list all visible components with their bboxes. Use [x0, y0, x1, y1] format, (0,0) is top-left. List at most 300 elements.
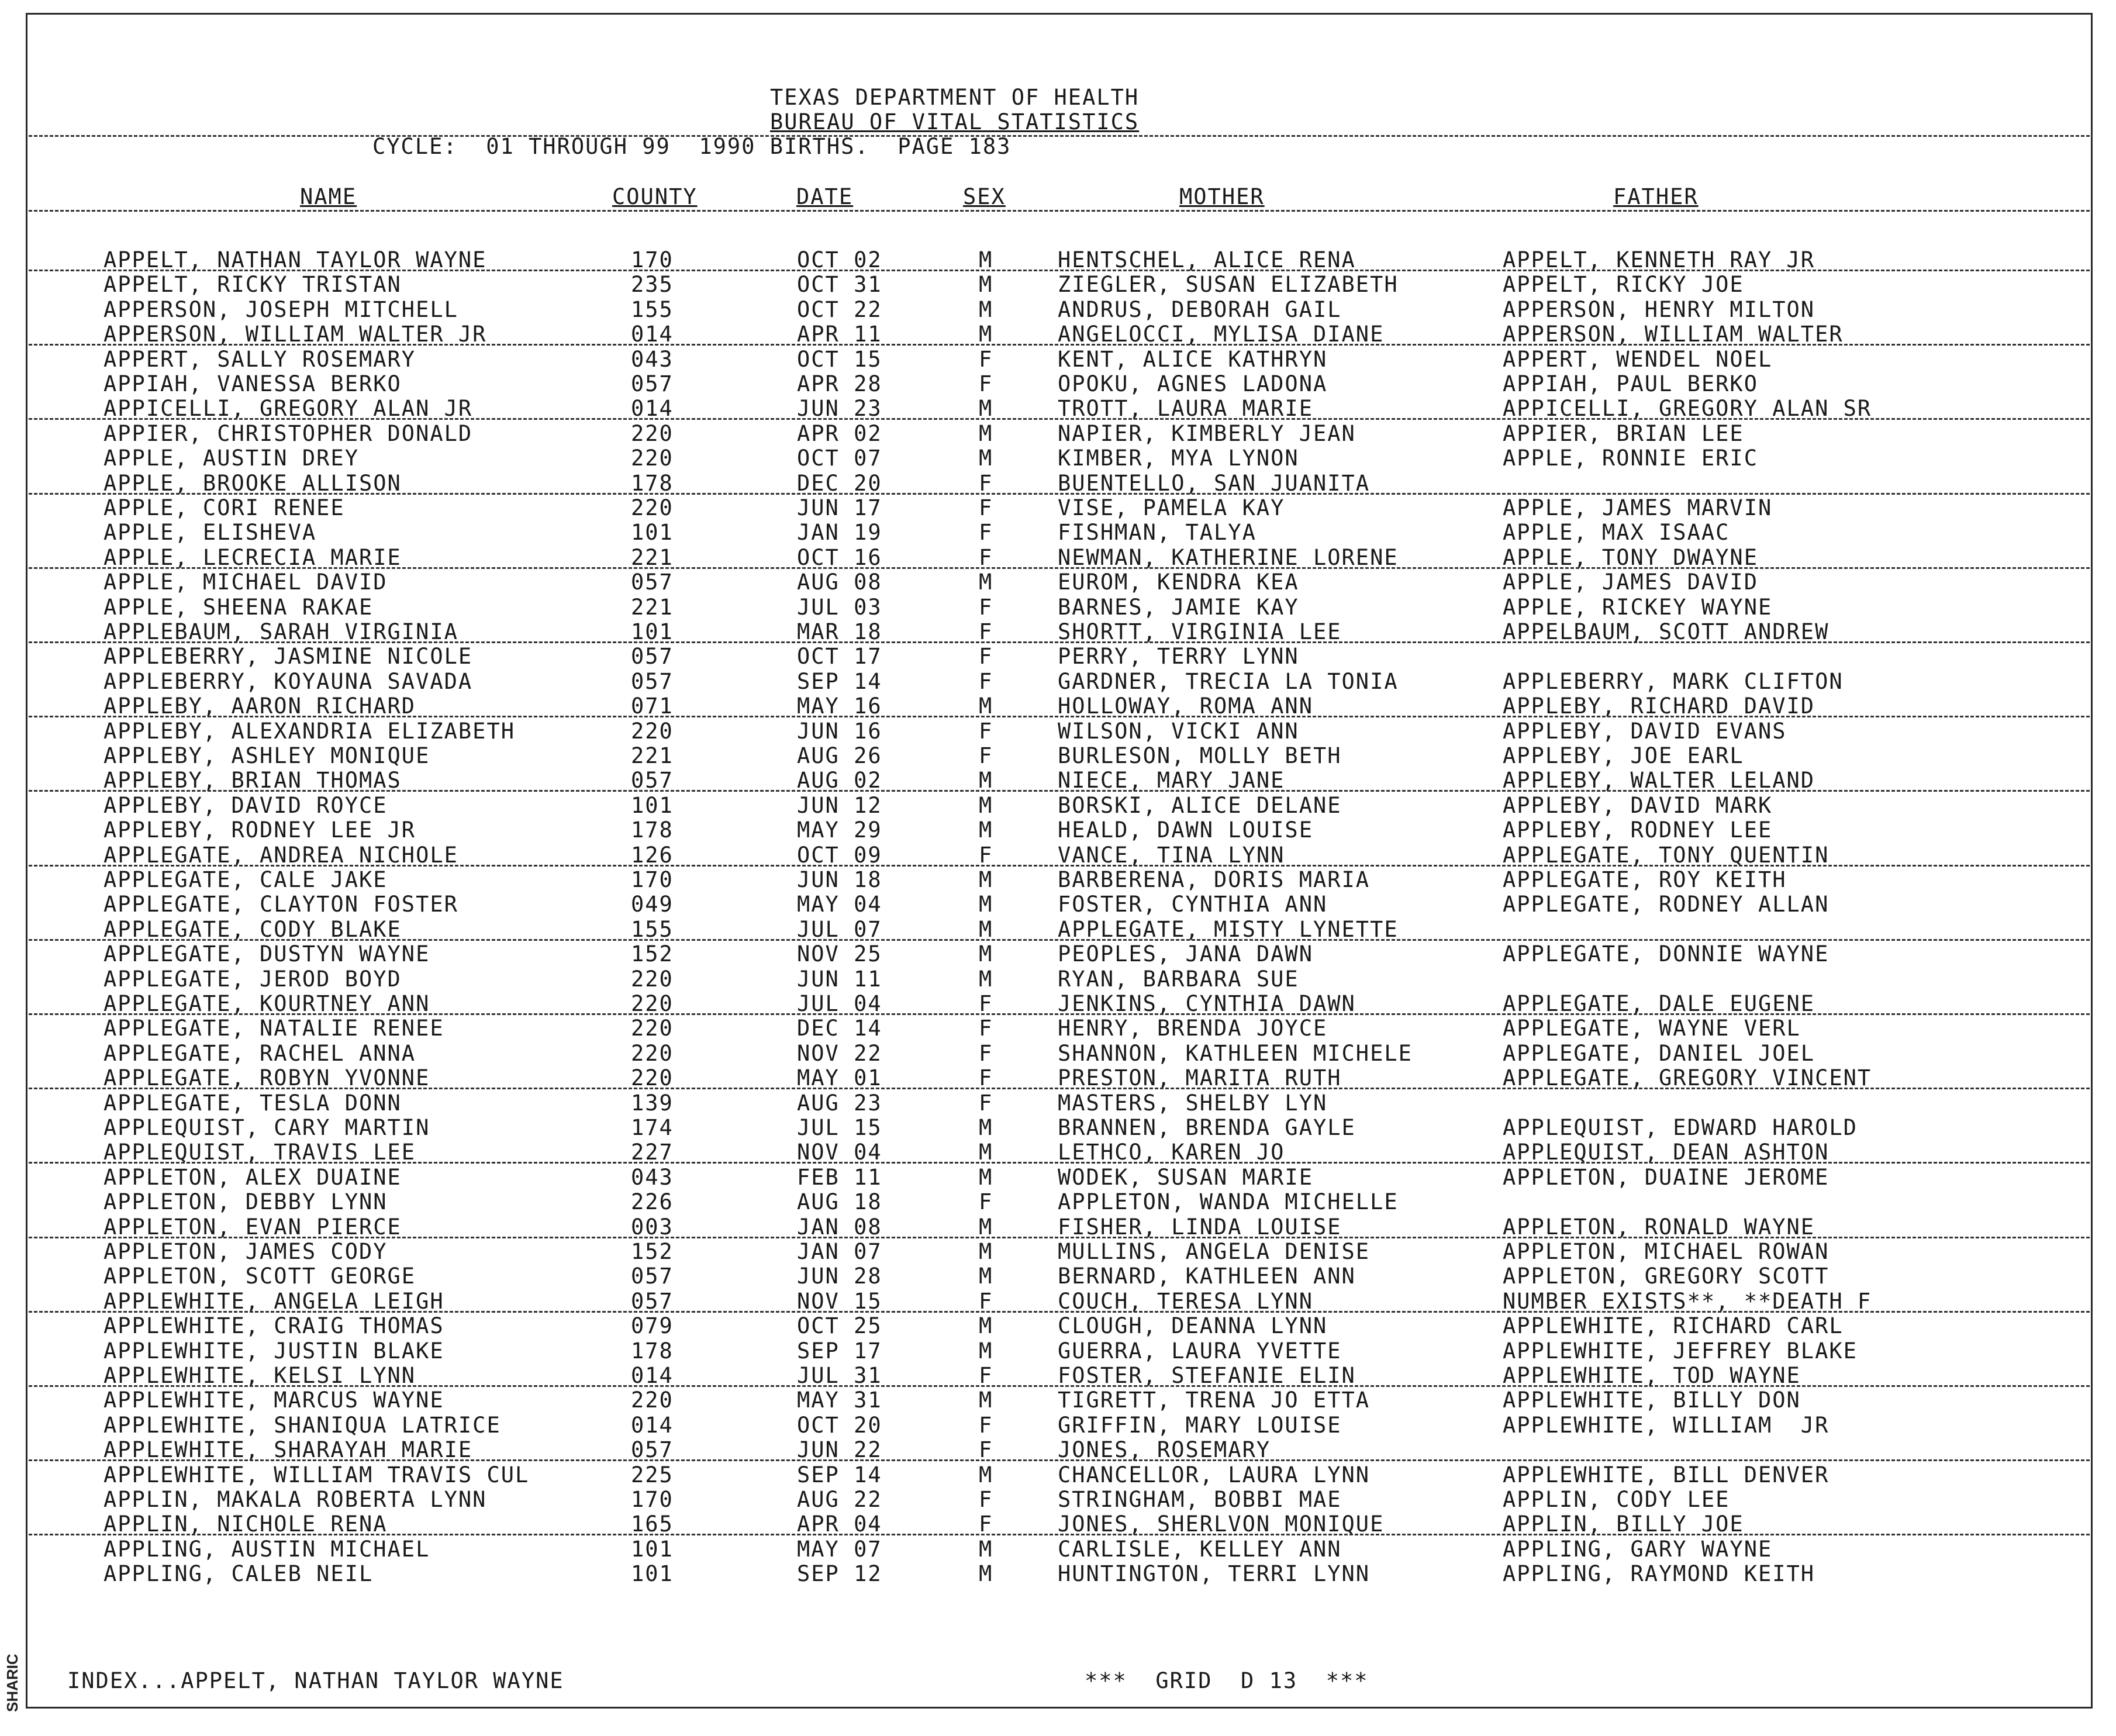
- record-county: 101: [631, 1536, 674, 1562]
- record-mother: BUENTELLO, SAN JUANITA: [1058, 470, 1371, 496]
- record-county: 220: [631, 420, 674, 446]
- record-county: 220: [631, 1388, 674, 1413]
- column-header-mother: MOTHER: [1179, 184, 1265, 209]
- record-father: APPLEWHITE, BILLY DON: [1503, 1388, 1801, 1413]
- record-name: APPLEBY, ASHLEY MONIQUE: [103, 743, 430, 768]
- record-county: 043: [631, 346, 674, 372]
- record-county: 170: [631, 1487, 674, 1512]
- record-name: APPLEBY, RODNEY LEE JR: [103, 817, 416, 843]
- record-date: JUN 23: [797, 396, 882, 422]
- record-date: JUL 31: [797, 1363, 882, 1388]
- record-sex: F: [979, 1090, 993, 1116]
- record-county: 220: [631, 495, 674, 520]
- record-date: JUL 07: [797, 916, 882, 942]
- record-father: APPERT, WENDEL NOEL: [1503, 346, 1773, 372]
- record-county: 057: [631, 1264, 674, 1289]
- record-father: APPLE, RICKEY WAYNE: [1503, 594, 1773, 620]
- record-mother: GRIFFIN, MARY LOUISE: [1058, 1412, 1342, 1438]
- record-sex: M: [979, 1115, 993, 1140]
- record-county: 221: [631, 743, 674, 768]
- record-father: APPLEBY, WALTER LELAND: [1503, 768, 1815, 793]
- record-sex: F: [979, 520, 993, 546]
- record-date: JUN 16: [797, 718, 882, 744]
- row-divider: [29, 1459, 2090, 1461]
- record-date: JUL 04: [797, 991, 882, 1016]
- record-date: APR 11: [797, 322, 882, 347]
- record-name: APPLEBY, BRIAN THOMAS: [103, 768, 402, 793]
- record-mother: BORSKI, ALICE DELANE: [1058, 792, 1342, 818]
- record-county: 152: [631, 1239, 674, 1264]
- record-sex: F: [979, 1189, 993, 1215]
- table-row: [27, 794, 2091, 819]
- table-row: [27, 1464, 2091, 1488]
- footer-grid: *** GRID D 13 ***: [1085, 1668, 1369, 1693]
- record-county: 221: [631, 594, 674, 620]
- table-row: [27, 670, 2091, 695]
- record-date: DEC 20: [797, 470, 882, 496]
- record-sex: F: [979, 495, 993, 520]
- record-date: NOV 15: [797, 1288, 882, 1314]
- record-county: 220: [631, 446, 674, 471]
- record-name: APPLEBAUM, SARAH VIRGINIA: [103, 619, 458, 644]
- record-date: NOV 22: [797, 1040, 882, 1066]
- record-county: 101: [631, 792, 674, 818]
- record-mother: JONES, ROSEMARY: [1058, 1437, 1271, 1463]
- record-father: APPLEBERRY, MARK CLIFTON: [1503, 668, 1844, 694]
- record-date: JUN 12: [797, 792, 882, 818]
- record-name: APPLETON, ALEX DUAINE: [103, 1164, 402, 1190]
- record-county: 014: [631, 1412, 674, 1438]
- record-mother: TIGRETT, TRENA JO ETTA: [1058, 1388, 1371, 1413]
- record-date: OCT 25: [797, 1313, 882, 1339]
- record-sex: F: [979, 718, 993, 744]
- record-county: 155: [631, 916, 674, 942]
- record-father: APPLEWHITE, BILL DENVER: [1503, 1462, 1830, 1487]
- record-county: 101: [631, 520, 674, 546]
- record-county: 101: [631, 619, 674, 644]
- record-date: SEP 14: [797, 668, 882, 694]
- record-father: APPLEBY, RODNEY LEE: [1503, 817, 1773, 843]
- report-page: [26, 13, 2093, 1709]
- record-mother: SHANNON, KATHLEEN MICHELE: [1058, 1040, 1413, 1066]
- record-date: OCT 02: [797, 247, 882, 272]
- record-date: NOV 04: [797, 1140, 882, 1165]
- record-father: APPERSON, HENRY MILTON: [1503, 296, 1815, 322]
- record-sex: M: [979, 570, 993, 595]
- record-father: APPLE, RONNIE ERIC: [1503, 446, 1758, 471]
- table-row: [27, 1166, 2091, 1190]
- record-mother: ANDRUS, DEBORAH GAIL: [1058, 296, 1342, 322]
- record-father: APPLE, TONY DWAYNE: [1503, 544, 1758, 570]
- table-row: [27, 1190, 2091, 1215]
- record-father: APPLING, RAYMOND KEITH: [1503, 1561, 1815, 1587]
- record-name: APPLEBERRY, JASMINE NICOLE: [103, 644, 473, 669]
- record-mother: HUNTINGTON, TERRI LYNN: [1058, 1561, 1371, 1587]
- record-county: 049: [631, 892, 674, 917]
- table-row: [27, 1265, 2091, 1289]
- record-father: NUMBER EXISTS**, **DEATH F: [1503, 1288, 1872, 1314]
- record-county: 227: [631, 1140, 674, 1165]
- record-sex: M: [979, 1536, 993, 1562]
- record-sex: M: [979, 322, 993, 347]
- record-sex: F: [979, 371, 993, 396]
- record-father: APPLEBY, RICHARD DAVID: [1503, 693, 1815, 719]
- record-mother: HEALD, DAWN LOUISE: [1058, 817, 1313, 843]
- record-county: 220: [631, 1040, 674, 1066]
- record-sex: F: [979, 842, 993, 868]
- record-father: APPELT, KENNETH RAY JR: [1503, 247, 1815, 272]
- record-father: APPLEWHITE, JEFFREY BLAKE: [1503, 1338, 1858, 1364]
- record-father: APPLETON, RONALD WAYNE: [1503, 1214, 1815, 1240]
- record-mother: PERRY, TERRY LYNN: [1058, 644, 1299, 669]
- record-sex: F: [979, 1040, 993, 1066]
- record-father: APPLE, MAX ISAAC: [1503, 520, 1730, 546]
- row-divider: [29, 865, 2090, 867]
- record-father: APPLEGATE, DONNIE WAYNE: [1503, 941, 1830, 967]
- record-date: MAY 07: [797, 1536, 882, 1562]
- record-name: APPLEWHITE, KELSI LYNN: [103, 1363, 416, 1388]
- record-sex: F: [979, 644, 993, 669]
- record-sex: F: [979, 1487, 993, 1512]
- record-father: APPLING, GARY WAYNE: [1503, 1536, 1773, 1562]
- record-sex: M: [979, 1214, 993, 1240]
- record-county: 220: [631, 718, 674, 744]
- row-divider: [29, 790, 2090, 792]
- record-mother: GARDNER, TRECIA LA TONIA: [1058, 668, 1399, 694]
- row-divider: [29, 939, 2090, 941]
- record-county: 165: [631, 1511, 674, 1537]
- record-county: 057: [631, 644, 674, 669]
- row-divider: [29, 1013, 2090, 1015]
- record-name: APPLIN, NICHOLE RENA: [103, 1511, 388, 1537]
- row-divider: [29, 567, 2090, 569]
- record-father: APPLEGATE, WAYNE VERL: [1503, 1016, 1801, 1041]
- record-date: APR 28: [797, 371, 882, 396]
- table-row: [27, 1538, 2091, 1562]
- row-divider: [29, 270, 2090, 271]
- record-date: JUL 03: [797, 594, 882, 620]
- record-sex: M: [979, 916, 993, 942]
- record-sex: M: [979, 247, 993, 272]
- record-sex: M: [979, 693, 993, 719]
- column-header-sex: SEX: [963, 184, 1006, 209]
- table-row: [27, 645, 2091, 669]
- table-row: [27, 720, 2091, 744]
- record-date: OCT 20: [797, 1412, 882, 1438]
- record-county: 155: [631, 296, 674, 322]
- table-row: [27, 1240, 2091, 1265]
- record-father: APPLEBY, JOE EARL: [1503, 743, 1744, 768]
- record-sex: M: [979, 892, 993, 917]
- footer-index: INDEX...APPELT, NATHAN TAYLOR WAYNE: [67, 1668, 564, 1693]
- record-county: 043: [631, 1164, 674, 1190]
- row-divider: [29, 1162, 2090, 1164]
- table-row: [27, 447, 2091, 471]
- record-mother: APPLEGATE, MISTY LYNETTE: [1058, 916, 1399, 942]
- record-county: 003: [631, 1214, 674, 1240]
- table-row: [27, 819, 2091, 843]
- record-county: 126: [631, 842, 674, 868]
- record-sex: M: [979, 941, 993, 967]
- record-father: APPLETON, MICHAEL ROWAN: [1503, 1239, 1830, 1264]
- table-row: [27, 348, 2091, 372]
- record-mother: ZIEGLER, SUSAN ELIZABETH: [1058, 272, 1399, 298]
- record-name: APPLE, MICHAEL DAVID: [103, 570, 388, 595]
- birth-record-list: [27, 15, 2091, 1707]
- record-sex: F: [979, 668, 993, 694]
- record-name: APPLEGATE, KOURTNEY ANN: [103, 991, 430, 1016]
- record-mother: SHORTT, VIRGINIA LEE: [1058, 619, 1342, 644]
- record-father: APPLEQUIST, DEAN ASHTON: [1503, 1140, 1830, 1165]
- row-divider: [29, 1088, 2090, 1089]
- record-sex: F: [979, 1363, 993, 1388]
- record-date: OCT 09: [797, 842, 882, 868]
- record-name: APPERT, SALLY ROSEMARY: [103, 346, 416, 372]
- record-sex: F: [979, 619, 993, 644]
- record-mother: GUERRA, LAURA YVETTE: [1058, 1338, 1342, 1364]
- record-name: APPLEBY, ALEXANDRIA ELIZABETH: [103, 718, 516, 744]
- table-row: [27, 968, 2091, 992]
- record-sex: M: [979, 966, 993, 992]
- record-date: JUN 11: [797, 966, 882, 992]
- record-father: APPIAH, PAUL BERKO: [1503, 371, 1758, 396]
- record-name: APPLEWHITE, CRAIG THOMAS: [103, 1313, 444, 1339]
- record-father: APPERSON, WILLIAM WALTER: [1503, 322, 1844, 347]
- record-name: APPIER, CHRISTOPHER DONALD: [103, 420, 473, 446]
- record-name: APPLEGATE, ANDREA NICHOLE: [103, 842, 458, 868]
- record-date: SEP 14: [797, 1462, 882, 1487]
- record-county: 220: [631, 966, 674, 992]
- row-divider: [29, 344, 2090, 346]
- table-row: [27, 1092, 2091, 1116]
- table-row: [27, 893, 2091, 917]
- record-sex: F: [979, 1511, 993, 1537]
- record-date: OCT 17: [797, 644, 882, 669]
- record-name: APPLING, CALEB NEIL: [103, 1561, 374, 1587]
- row-divider: [29, 1534, 2090, 1535]
- record-mother: NEWMAN, KATHERINE LORENE: [1058, 544, 1399, 570]
- record-name: APPLEGATE, ROBYN YVONNE: [103, 1065, 430, 1091]
- record-mother: FOSTER, STEFANIE ELIN: [1058, 1363, 1356, 1388]
- record-county: 178: [631, 470, 674, 496]
- record-sex: M: [979, 1264, 993, 1289]
- record-name: APPLETON, DEBBY LYNN: [103, 1189, 388, 1215]
- record-sex: F: [979, 346, 993, 372]
- column-header-father: FATHER: [1613, 184, 1699, 209]
- record-date: JUN 28: [797, 1264, 882, 1289]
- table-row: [27, 372, 2091, 397]
- record-date: DEC 14: [797, 1016, 882, 1041]
- record-father: APPLEBY, DAVID EVANS: [1503, 718, 1787, 744]
- record-name: APPLIN, MAKALA ROBERTA LYNN: [103, 1487, 487, 1512]
- record-name: APPICELLI, GREGORY ALAN JR: [103, 396, 473, 422]
- record-name: APPLEQUIST, CARY MARTIN: [103, 1115, 430, 1140]
- record-date: JUL 15: [797, 1115, 882, 1140]
- record-date: AUG 22: [797, 1487, 882, 1512]
- record-date: SEP 17: [797, 1338, 882, 1364]
- record-mother: HENTSCHEL, ALICE RENA: [1058, 247, 1356, 272]
- record-date: APR 04: [797, 1511, 882, 1537]
- record-mother: BARNES, JAMIE KAY: [1058, 594, 1299, 620]
- record-date: AUG 18: [797, 1189, 882, 1215]
- record-date: JUN 22: [797, 1437, 882, 1463]
- record-father: APPLEWHITE, TOD WAYNE: [1503, 1363, 1801, 1388]
- record-name: APPLEWHITE, ANGELA LEIGH: [103, 1288, 444, 1314]
- record-name: APPLEBERRY, KOYAUNA SAVADA: [103, 668, 473, 694]
- record-county: 057: [631, 668, 674, 694]
- record-mother: BRANNEN, BRENDA GAYLE: [1058, 1115, 1356, 1140]
- table-row: [27, 298, 2091, 323]
- record-sex: M: [979, 1462, 993, 1487]
- record-father: APPELBAUM, SCOTT ANDREW: [1503, 619, 1830, 644]
- record-name: APPLEWHITE, SHANIQUA LATRICE: [103, 1412, 501, 1438]
- record-date: OCT 22: [797, 296, 882, 322]
- record-date: JUN 18: [797, 867, 882, 892]
- record-county: 057: [631, 1437, 674, 1463]
- record-mother: ANGELOCCI, MYLISA DIANE: [1058, 322, 1385, 347]
- record-county: 057: [631, 768, 674, 793]
- record-sex: F: [979, 743, 993, 768]
- record-name: APPLEGATE, CLAYTON FOSTER: [103, 892, 458, 917]
- record-name: APPLEQUIST, TRAVIS LEE: [103, 1140, 416, 1165]
- record-sex: F: [979, 594, 993, 620]
- column-header-name: NAME: [300, 184, 357, 209]
- table-row: [27, 1414, 2091, 1438]
- record-mother: BARBERENA, DORIS MARIA: [1058, 867, 1371, 892]
- record-county: 178: [631, 1338, 674, 1364]
- table-row: [27, 571, 2091, 595]
- record-father: APPLETON, GREGORY SCOTT: [1503, 1264, 1830, 1289]
- record-mother: KENT, ALICE KATHRYN: [1058, 346, 1328, 372]
- record-father: APPLEBY, DAVID MARK: [1503, 792, 1773, 818]
- record-sex: M: [979, 867, 993, 892]
- record-name: APPLE, BROOKE ALLISON: [103, 470, 402, 496]
- record-name: APPLEGATE, CALE JAKE: [103, 867, 388, 892]
- record-mother: JENKINS, CYNTHIA DAWN: [1058, 991, 1356, 1016]
- record-name: APPELT, RICKY TRISTAN: [103, 272, 402, 298]
- side-label: SHARIC: [4, 1654, 21, 1712]
- record-sex: M: [979, 446, 993, 471]
- record-father: APPLE, JAMES DAVID: [1503, 570, 1758, 595]
- record-county: 225: [631, 1462, 674, 1487]
- record-sex: F: [979, 1065, 993, 1091]
- record-county: 057: [631, 371, 674, 396]
- record-date: JAN 07: [797, 1239, 882, 1264]
- record-mother: FOSTER, CYNTHIA ANN: [1058, 892, 1328, 917]
- record-name: APPLEGATE, CODY BLAKE: [103, 916, 402, 942]
- record-name: APPERSON, WILLIAM WALTER JR: [103, 322, 487, 347]
- record-date: MAY 31: [797, 1388, 882, 1413]
- record-name: APPLEGATE, DUSTYN WAYNE: [103, 941, 430, 967]
- row-divider: [29, 493, 2090, 495]
- record-father: APPLEGATE, DALE EUGENE: [1503, 991, 1815, 1016]
- record-mother: PEOPLES, JANA DAWN: [1058, 941, 1313, 967]
- record-date: AUG 23: [797, 1090, 882, 1116]
- record-county: 014: [631, 1363, 674, 1388]
- table-row: [27, 943, 2091, 967]
- record-county: 235: [631, 272, 674, 298]
- table-row: [27, 1389, 2091, 1413]
- record-date: JUN 17: [797, 495, 882, 520]
- record-father: APPLEGATE, TONY QUENTIN: [1503, 842, 1830, 868]
- row-divider: [29, 641, 2090, 643]
- record-sex: M: [979, 768, 993, 793]
- record-name: APPLEWHITE, MARCUS WAYNE: [103, 1388, 444, 1413]
- record-sex: M: [979, 1313, 993, 1339]
- record-mother: KIMBER, MYA LYNON: [1058, 446, 1299, 471]
- record-county: 170: [631, 867, 674, 892]
- record-mother: BURLESON, MOLLY BETH: [1058, 743, 1342, 768]
- record-mother: WILSON, VICKI ANN: [1058, 718, 1299, 744]
- record-father: APPLIN, CODY LEE: [1503, 1487, 1730, 1512]
- record-mother: TROTT, LAURA MARIE: [1058, 396, 1313, 422]
- record-father: APPLETON, DUAINE JEROME: [1503, 1164, 1830, 1190]
- record-county: 014: [631, 396, 674, 422]
- record-father: APPICELLI, GREGORY ALAN SR: [1503, 396, 1872, 422]
- table-row: [27, 521, 2091, 546]
- record-father: APPLIN, BILLY JOE: [1503, 1511, 1744, 1537]
- table-row: [27, 1314, 2091, 1339]
- record-county: 079: [631, 1313, 674, 1339]
- record-mother: LETHCO, KAREN JO: [1058, 1140, 1285, 1165]
- table-row: [27, 1562, 2091, 1587]
- record-sex: F: [979, 1288, 993, 1314]
- record-sex: M: [979, 1388, 993, 1413]
- table-row: [27, 596, 2091, 620]
- record-mother: NAPIER, KIMBERLY JEAN: [1058, 420, 1356, 446]
- record-mother: JONES, SHERLVON MONIQUE: [1058, 1511, 1385, 1537]
- record-name: APPLEBY, AARON RICHARD: [103, 693, 416, 719]
- record-county: 178: [631, 817, 674, 843]
- record-mother: CARLISLE, KELLEY ANN: [1058, 1536, 1342, 1562]
- record-date: AUG 02: [797, 768, 882, 793]
- record-sex: F: [979, 544, 993, 570]
- row-divider: [29, 716, 2090, 717]
- record-name: APPLE, LECRECIA MARIE: [103, 544, 402, 570]
- record-name: APPLE, AUSTIN DREY: [103, 446, 359, 471]
- record-county: 071: [631, 693, 674, 719]
- record-mother: EUROM, KENDRA KEA: [1058, 570, 1299, 595]
- table-row: [27, 1042, 2091, 1067]
- record-sex: F: [979, 1016, 993, 1041]
- record-date: SEP 12: [797, 1561, 882, 1587]
- table-row: [27, 273, 2091, 298]
- report-title: TEXAS DEPARTMENT OF HEALTH: [770, 85, 1140, 110]
- record-father: APPLEWHITE, RICHARD CARL: [1503, 1313, 1844, 1339]
- record-county: 220: [631, 1065, 674, 1091]
- table-row: [27, 868, 2091, 893]
- record-county: 220: [631, 991, 674, 1016]
- record-name: APPERSON, JOSEPH MITCHELL: [103, 296, 458, 322]
- record-sex: M: [979, 1164, 993, 1190]
- record-mother: VISE, PAMELA KAY: [1058, 495, 1285, 520]
- record-county: 174: [631, 1115, 674, 1140]
- record-mother: RYAN, BARBARA SUE: [1058, 966, 1299, 992]
- record-name: APPLETON, EVAN PIERCE: [103, 1214, 402, 1240]
- report-subtitle: BUREAU OF VITAL STATISTICS: [770, 109, 1140, 134]
- record-name: APPLEBY, DAVID ROYCE: [103, 792, 388, 818]
- row-divider: [29, 1385, 2090, 1387]
- record-sex: M: [979, 420, 993, 446]
- record-date: OCT 16: [797, 544, 882, 570]
- record-mother: HOLLOWAY, ROMA ANN: [1058, 693, 1313, 719]
- record-father: APPLEGATE, GREGORY VINCENT: [1503, 1065, 1872, 1091]
- record-name: APPLEGATE, NATALIE RENEE: [103, 1016, 444, 1041]
- record-sex: F: [979, 1437, 993, 1463]
- record-sex: M: [979, 1561, 993, 1587]
- table-row: [27, 1017, 2091, 1041]
- record-mother: CLOUGH, DEANNA LYNN: [1058, 1313, 1328, 1339]
